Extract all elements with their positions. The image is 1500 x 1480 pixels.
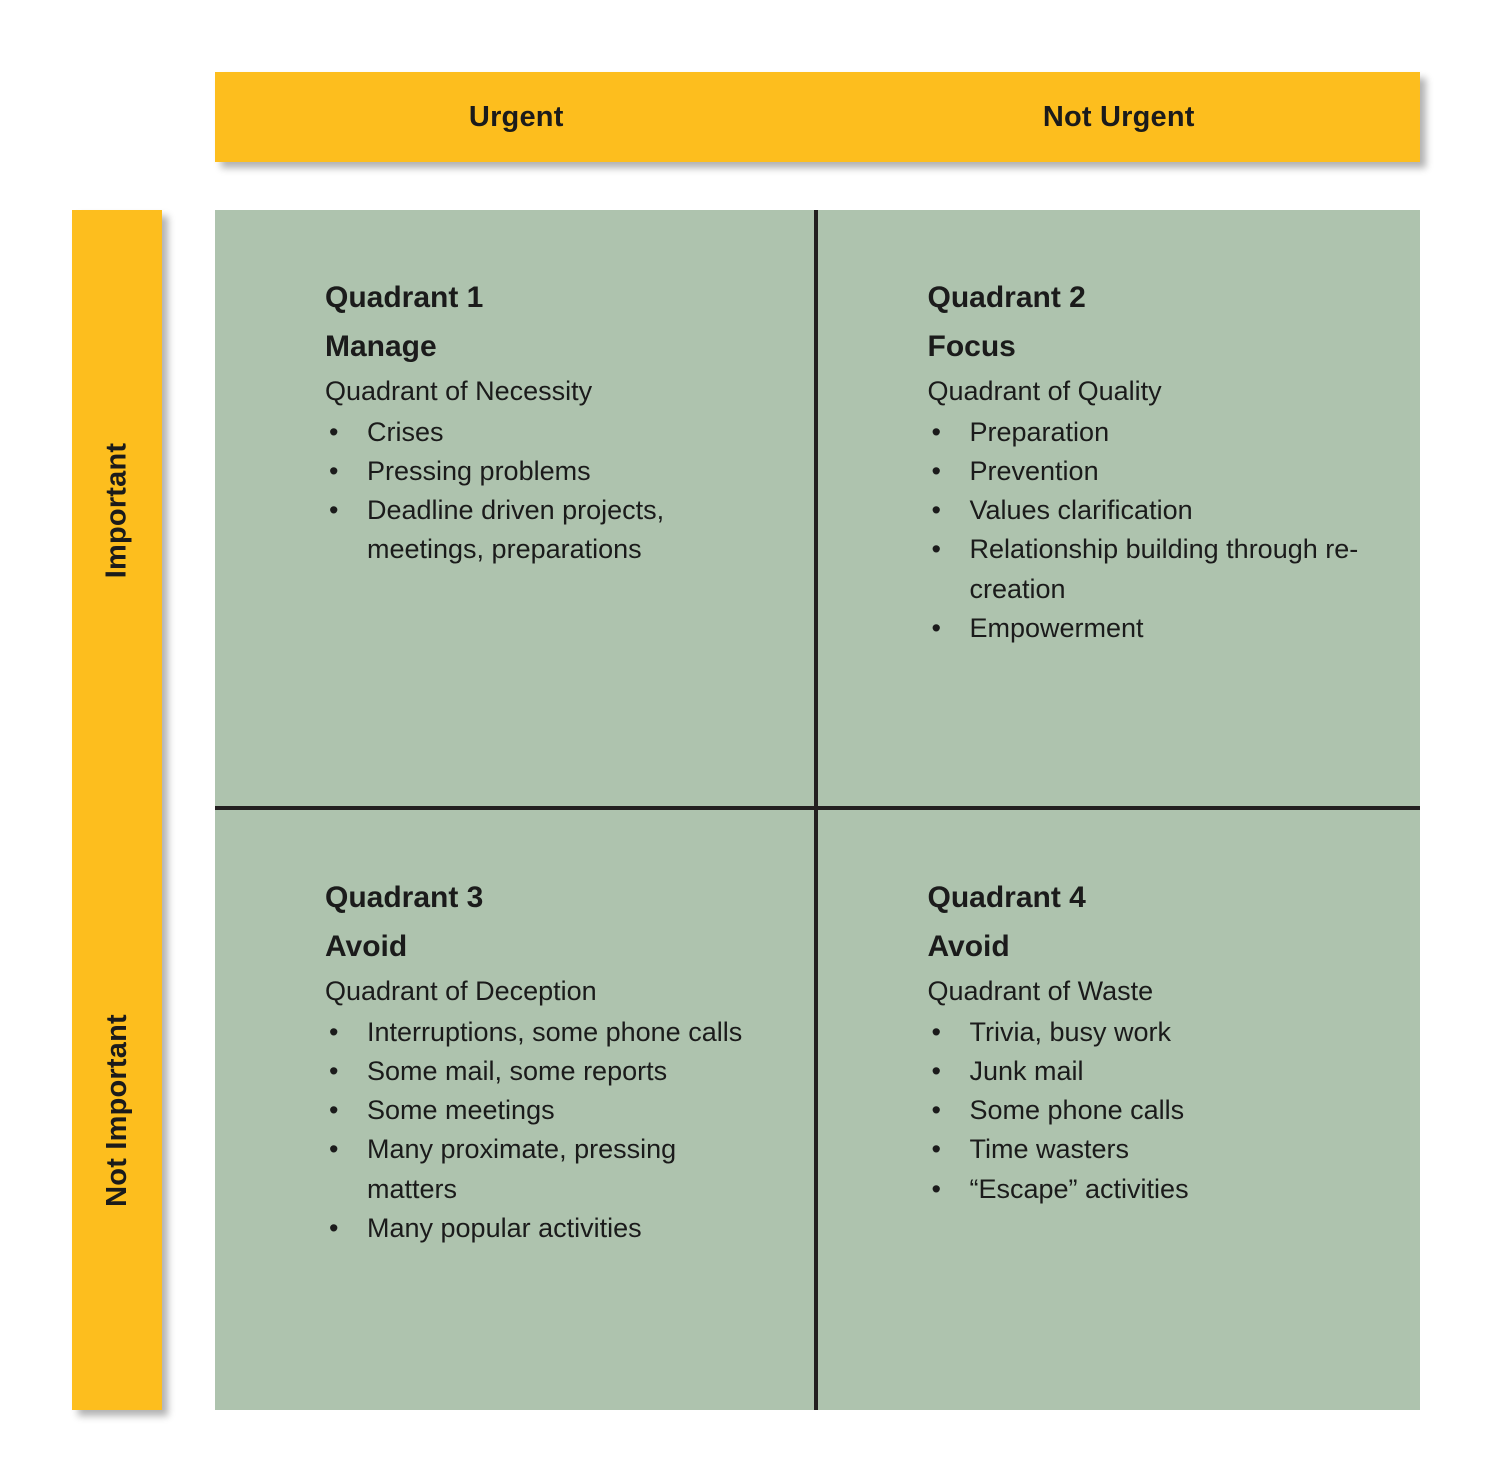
row-header-bar [72, 210, 162, 1410]
column-header-not-urgent: Not Urgent [1042, 100, 1195, 133]
list-item [325, 1013, 774, 1052]
quadrant-1-action: Manage [325, 329, 437, 363]
list-item-label: Interruptions, some phone calls [367, 1016, 743, 1047]
list-item [928, 609, 1381, 648]
quadrant-3-title: Quadrant 3 [325, 881, 484, 914]
list-item [325, 1052, 774, 1091]
quadrant-2-subtitle: Quadrant of Quality [927, 376, 1162, 407]
bullet-icon: • [931, 1173, 941, 1204]
bullet-icon: • [329, 1212, 339, 1243]
list-item [928, 1052, 1381, 1091]
list-item-label: Preparation [969, 416, 1110, 447]
row-header-important-label: Important [100, 442, 133, 578]
list-item [928, 1130, 1381, 1169]
list-item-label: Some mail, some reports [367, 1056, 668, 1087]
list-item-label: Relationship building through re-creation [969, 534, 1359, 604]
list-item-label: Many proximate, pressing matters [367, 1134, 677, 1204]
list-item-label: Prevention [969, 456, 1099, 487]
quadrant-4-list [928, 1013, 1381, 1209]
bullet-icon: • [329, 456, 339, 487]
list-item-label: Crises [367, 416, 444, 447]
bullet-icon: • [329, 1134, 339, 1165]
list-item [325, 491, 774, 569]
list-item [928, 491, 1381, 530]
list-item [325, 1091, 774, 1130]
quadrant-3 [215, 810, 818, 1410]
list-item [325, 1130, 774, 1208]
list-item [325, 1209, 774, 1248]
row-header-not-important-label: Not Important [100, 1013, 133, 1207]
bullet-icon: • [931, 456, 941, 487]
list-item [928, 1170, 1381, 1209]
quadrant-2-action: Focus [927, 329, 1016, 363]
bullet-icon: • [329, 1095, 339, 1126]
bullet-icon: • [329, 416, 339, 447]
list-item [325, 452, 774, 491]
bullet-icon: • [329, 1016, 339, 1047]
row-header-not-important [72, 810, 162, 1410]
list-item [325, 413, 774, 452]
list-item-label: Values clarification [969, 495, 1193, 526]
bullet-icon: • [931, 416, 941, 447]
row-header-important [72, 210, 162, 810]
bullet-icon: • [931, 1134, 941, 1165]
list-item-label: Some meetings [367, 1095, 555, 1126]
quadrant-2-title: Quadrant 2 [927, 281, 1086, 314]
bullet-icon: • [931, 534, 941, 565]
quadrant-1 [215, 210, 818, 810]
quadrant-4-action: Avoid [927, 929, 1010, 963]
bullet-icon: • [931, 495, 941, 526]
quadrant-4-title: Quadrant 4 [927, 881, 1086, 914]
list-item-label: Empowerment [969, 612, 1144, 643]
list-item-label: Time wasters [969, 1134, 1130, 1165]
quadrant-3-subtitle: Quadrant of Deception [325, 976, 597, 1007]
quadrant-1-list [325, 413, 774, 570]
list-item [928, 530, 1381, 608]
list-item-label: Trivia, busy work [969, 1016, 1172, 1047]
list-item [928, 413, 1381, 452]
quadrant-grid [215, 210, 1420, 1410]
list-item [928, 1013, 1381, 1052]
quadrant-1-title: Quadrant 1 [325, 281, 484, 314]
quadrant-2-list [928, 413, 1381, 648]
quadrant-3-action: Avoid [325, 929, 408, 963]
bullet-icon: • [931, 1095, 941, 1126]
quadrant-2 [818, 210, 1421, 810]
bullet-icon: • [931, 1016, 941, 1047]
list-item-label: “Escape” activities [969, 1173, 1189, 1204]
quadrant-4 [818, 810, 1421, 1410]
bullet-icon: • [931, 612, 941, 643]
list-item-label: Some phone calls [969, 1095, 1185, 1126]
bullet-icon: • [931, 1056, 941, 1087]
list-item-label: Pressing problems [367, 456, 591, 487]
bullet-icon: • [329, 1056, 339, 1087]
list-item-label: Many popular activities [367, 1212, 642, 1243]
column-header-urgent: Urgent [468, 100, 564, 133]
list-item [928, 452, 1381, 491]
quadrant-3-list [325, 1013, 774, 1248]
column-header-bar [215, 72, 1420, 162]
quadrant-4-subtitle: Quadrant of Waste [927, 976, 1154, 1007]
list-item [928, 1091, 1381, 1130]
bullet-icon: • [329, 495, 339, 526]
list-item-label: Deadline driven projects, meetings, preparations [367, 495, 665, 565]
quadrant-1-subtitle: Quadrant of Necessity [325, 376, 593, 407]
list-item-label: Junk mail [969, 1056, 1084, 1087]
